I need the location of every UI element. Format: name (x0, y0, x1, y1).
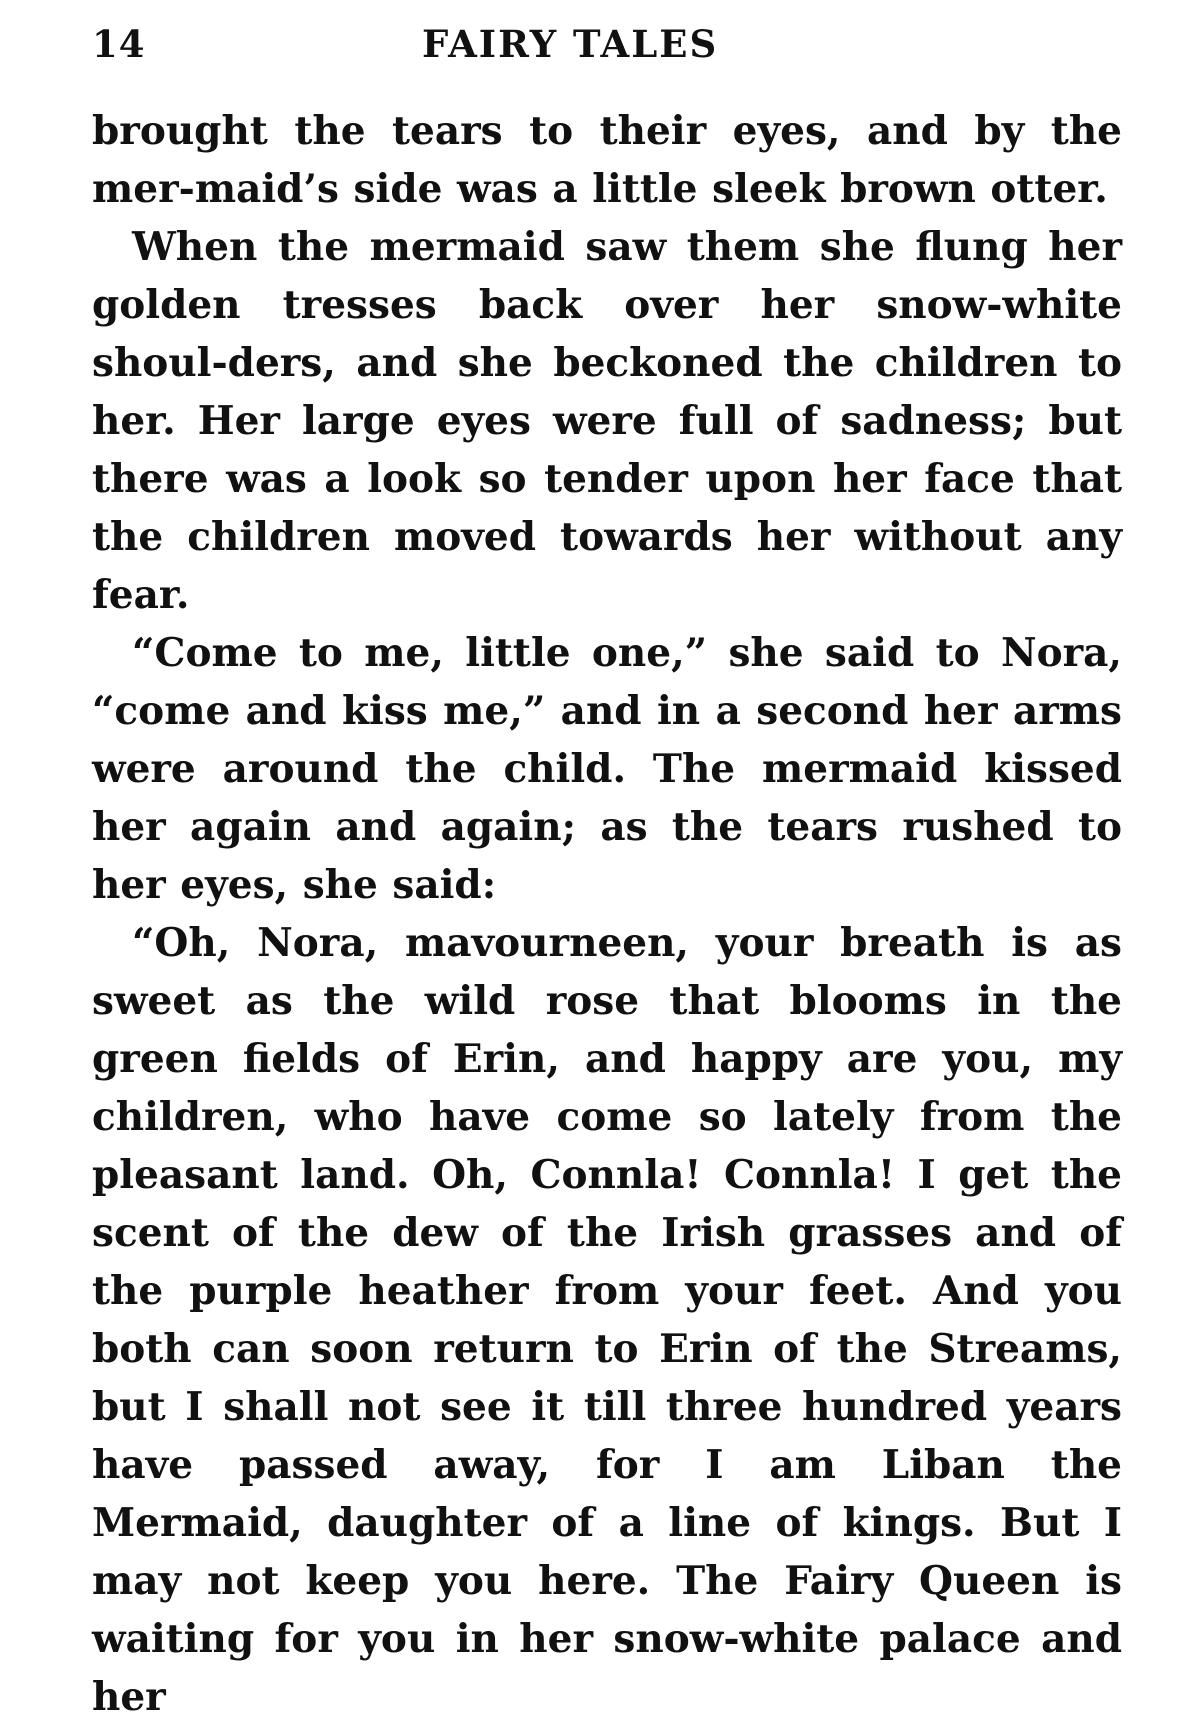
page-header (92, 22, 1122, 74)
paragraph-continuation: brought the tears to their eyes, and by the mer-maid’s side was a little sleek brown otter. (92, 108, 1122, 212)
running-title: FAIRY TALES (422, 22, 719, 66)
page-number: 14 (92, 22, 146, 66)
paragraph-come-to-me: “Come to me, little one,” she said to Nora, “come and kiss me,” and in a second her arms were around the child. The mermaid kissed her again and again; as the tears rushed to her eyes, she said: (92, 630, 1122, 908)
paragraph-oh-nora: “Oh, Nora, mavourneen, your breath is as sweet as the wild rose that blooms in the green fields of Erin, and happy are you, my children, who have come so lately from the pleasant land. Oh, Connla! Connla! I get the scent of the dew of the Irish grasses and of the purple heather from your feet. And you both can soon return to Erin of the Streams, but I shall not see it till three hundred years have passed away, for I am Liban the Mermaid, daughter of a line of kings. But I may not keep you here. The Fairy Queen is waiting for you in her snow-white palace and her (92, 920, 1122, 1720)
paragraph-mermaid-beckons: When the mermaid saw them she flung her golden tresses back over her snow-white shoul-ders, and she beckoned the children to her. Her large eyes were full of sadness; but there was a look so tender upon her face that the children moved towards her without any fear. (92, 224, 1122, 618)
book-page (92, 22, 1122, 1720)
body-text (92, 102, 1122, 1726)
